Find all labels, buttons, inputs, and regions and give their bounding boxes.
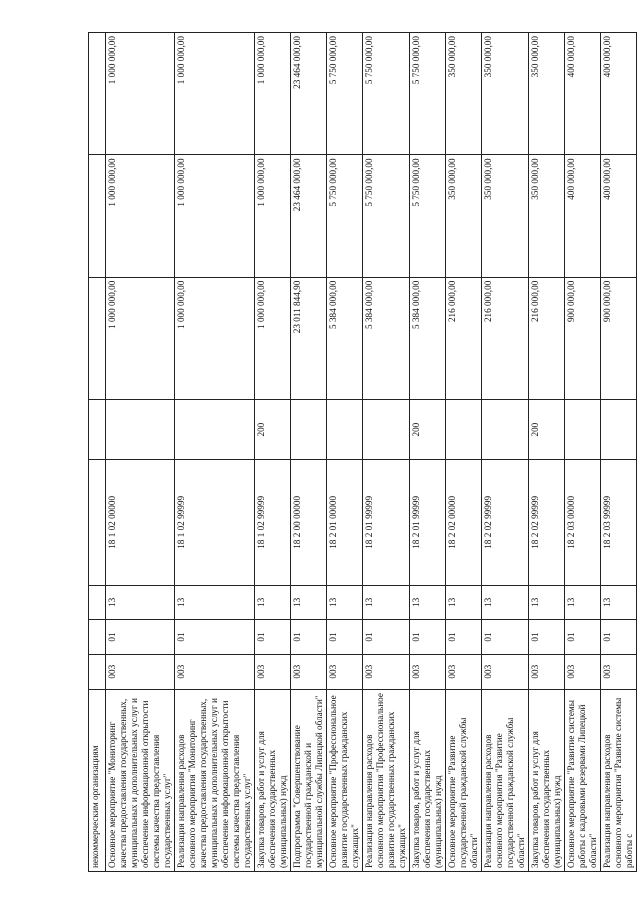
cell-empty [89, 460, 106, 585]
section-code: 01 [327, 620, 363, 655]
amount-year-3: 400 000,00 [565, 33, 601, 155]
subsection-code: 13 [363, 585, 410, 620]
amount-year-3: 5 750 000,00 [363, 33, 410, 155]
amount-year-3: 1 000 000,00 [255, 33, 291, 155]
target-article-code: 18 1 02 99999 [255, 460, 291, 585]
section-code: 01 [291, 620, 327, 655]
section-code: 01 [529, 620, 565, 655]
row-name: Реализация направления расходов основного мероприятия "Мониторинг качества предоставления государственных, муниципальных и дополнительных услуг и обеспечение информационной открытости системы качества предоставления государственных услуг" [175, 689, 255, 871]
row-name: Подпрограмма "Совершенствование государственной гражданской и муниципальной службы Липецкой области" [291, 689, 327, 871]
expense-type-code: 200 [255, 400, 291, 460]
target-article-code: 18 2 01 99999 [410, 460, 446, 585]
expense-type-code [327, 400, 363, 460]
target-article-code: 18 2 03 00000 [565, 460, 601, 585]
target-article-code: 18 2 02 99999 [529, 460, 565, 585]
table-row-top [89, 33, 106, 872]
grbs-code: 003 [363, 654, 410, 689]
amount-year-2: 400 000,00 [601, 155, 637, 277]
row-name: Основное мероприятие "Мониторинг качества предоставления государственных, муниципальных и дополнительных услуг и обеспечение информационной открытости системы качества предоставления государственных услуг" [106, 689, 175, 871]
cell-empty [89, 620, 106, 655]
grbs-code: 003 [291, 654, 327, 689]
section-code: 01 [410, 620, 446, 655]
expense-type-code [291, 400, 327, 460]
amount-year-2: 350 000,00 [446, 155, 482, 277]
expense-type-code [482, 400, 529, 460]
target-article-code: 18 2 02 00000 [446, 460, 482, 585]
subsection-code: 13 [529, 585, 565, 620]
subsection-code: 13 [446, 585, 482, 620]
expense-type-code: 200 [410, 400, 446, 460]
grbs-code: 003 [175, 654, 255, 689]
grbs-code: 003 [482, 654, 529, 689]
row-name: Закупка товаров, работ и услуг для обеспечения государственных (муниципальных) нужд [410, 689, 446, 871]
cell-empty [89, 654, 106, 689]
grbs-code: 003 [106, 654, 175, 689]
row-name: Основное мероприятие "Профессиональное развитие государственных гражданских служащих" [327, 689, 363, 871]
amount-year-3: 1 000 000,00 [175, 33, 255, 155]
target-article-code: 18 2 00 00000 [291, 460, 327, 585]
table-row [175, 33, 255, 872]
amount-year-1: 1 000 000,00 [255, 277, 291, 399]
amount-year-1: 216 000,00 [446, 277, 482, 399]
amount-year-2: 5 750 000,00 [410, 155, 446, 277]
table-row [363, 33, 410, 872]
amount-year-2: 5 750 000,00 [363, 155, 410, 277]
target-article-code: 18 2 03 99999 [601, 460, 637, 585]
table-row [529, 33, 565, 872]
subsection-code: 13 [565, 585, 601, 620]
subsection-code: 13 [482, 585, 529, 620]
amount-year-2: 23 464 000,00 [291, 155, 327, 277]
section-code: 01 [106, 620, 175, 655]
amount-year-3: 5 750 000,00 [327, 33, 363, 155]
budget-table-body [89, 33, 637, 872]
subsection-code: 13 [106, 585, 175, 620]
amount-year-1: 216 000,00 [482, 277, 529, 399]
amount-year-1: 900 000,00 [565, 277, 601, 399]
amount-year-1: 1 000 000,00 [175, 277, 255, 399]
section-code: 01 [601, 620, 637, 655]
row-name: Закупка товаров, работ и услуг для обеспечения государственных (муниципальных) нужд [255, 689, 291, 871]
amount-year-2: 1 000 000,00 [255, 155, 291, 277]
section-code: 01 [363, 620, 410, 655]
table-row [106, 33, 175, 872]
grbs-code: 003 [529, 654, 565, 689]
grbs-code: 003 [410, 654, 446, 689]
subsection-code: 13 [175, 585, 255, 620]
rotated-page [88, 32, 634, 872]
amount-year-3: 1 000 000,00 [106, 33, 175, 155]
grbs-code: 003 [601, 654, 637, 689]
expense-type-code [106, 400, 175, 460]
row-name: Реализация направления расходов основного мероприятия "Развитие государственной гражданской службы области" [482, 689, 529, 871]
subsection-code: 13 [327, 585, 363, 620]
row-name: Закупка товаров, работ и услуг для обеспечения государственных (муниципальных) нужд [529, 689, 565, 871]
cell-empty [89, 277, 106, 399]
expense-type-code [446, 400, 482, 460]
table-row [446, 33, 482, 872]
target-article-code: 18 2 01 00000 [327, 460, 363, 585]
table-row [327, 33, 363, 872]
amount-year-1: 23 011 844,90 [291, 277, 327, 399]
row-name: Основное мероприятие "Развитие системы работы с кадровыми резервами Липецкой области" [565, 689, 601, 871]
target-article-code: 18 1 02 99999 [175, 460, 255, 585]
table-row [255, 33, 291, 872]
amount-year-2: 1 000 000,00 [175, 155, 255, 277]
row-name: Основное мероприятие "Развитие государственной гражданской службы области" [446, 689, 482, 871]
table-row [410, 33, 446, 872]
amount-year-3: 350 000,00 [446, 33, 482, 155]
subsection-code: 13 [291, 585, 327, 620]
amount-year-3: 5 750 000,00 [410, 33, 446, 155]
amount-year-1: 1 000 000,00 [106, 277, 175, 399]
grbs-code: 003 [446, 654, 482, 689]
amount-year-1: 216 000,00 [529, 277, 565, 399]
rotated-content [88, 32, 634, 872]
amount-year-3: 400 000,00 [601, 33, 637, 155]
subsection-code: 13 [410, 585, 446, 620]
section-code: 01 [446, 620, 482, 655]
amount-year-2: 1 000 000,00 [106, 155, 175, 277]
section-code: 01 [255, 620, 291, 655]
amount-year-1: 900 000,00 [601, 277, 637, 399]
cell-empty [89, 400, 106, 460]
grbs-code: 003 [565, 654, 601, 689]
amount-year-3: 23 464 000,00 [291, 33, 327, 155]
expense-type-code [363, 400, 410, 460]
table-row [482, 33, 529, 872]
cell-empty [89, 33, 106, 155]
expense-type-code [175, 400, 255, 460]
amount-year-1: 5 384 000,00 [410, 277, 446, 399]
grbs-code: 003 [327, 654, 363, 689]
subsection-code: 13 [601, 585, 637, 620]
budget-table [88, 32, 637, 872]
amount-year-2: 5 750 000,00 [327, 155, 363, 277]
subsection-code: 13 [255, 585, 291, 620]
table-row [565, 33, 601, 872]
amount-year-2: 350 000,00 [482, 155, 529, 277]
section-code: 01 [565, 620, 601, 655]
amount-year-1: 5 384 000,00 [327, 277, 363, 399]
expense-type-code [601, 400, 637, 460]
cell-empty [89, 155, 106, 277]
target-article-code: 18 1 02 00000 [106, 460, 175, 585]
section-code: 01 [482, 620, 529, 655]
target-article-code: 18 2 02 99999 [482, 460, 529, 585]
amount-year-1: 5 384 000,00 [363, 277, 410, 399]
row-name: Реализация направления расходов основного мероприятия "Профессиональное развитие государственных гражданских служащих" [363, 689, 410, 871]
row-name-top: некоммерческим организациям [89, 689, 106, 871]
section-code: 01 [175, 620, 255, 655]
expense-type-code [565, 400, 601, 460]
expense-type-code: 200 [529, 400, 565, 460]
row-name: Реализация направления расходов основного мероприятия "Развитие системы работы с [601, 689, 637, 871]
grbs-code: 003 [255, 654, 291, 689]
amount-year-2: 350 000,00 [529, 155, 565, 277]
target-article-code: 18 2 01 99999 [363, 460, 410, 585]
table-row [601, 33, 637, 872]
table-row [291, 33, 327, 872]
amount-year-2: 400 000,00 [565, 155, 601, 277]
cell-empty [89, 585, 106, 620]
amount-year-3: 350 000,00 [529, 33, 565, 155]
amount-year-3: 350 000,00 [482, 33, 529, 155]
